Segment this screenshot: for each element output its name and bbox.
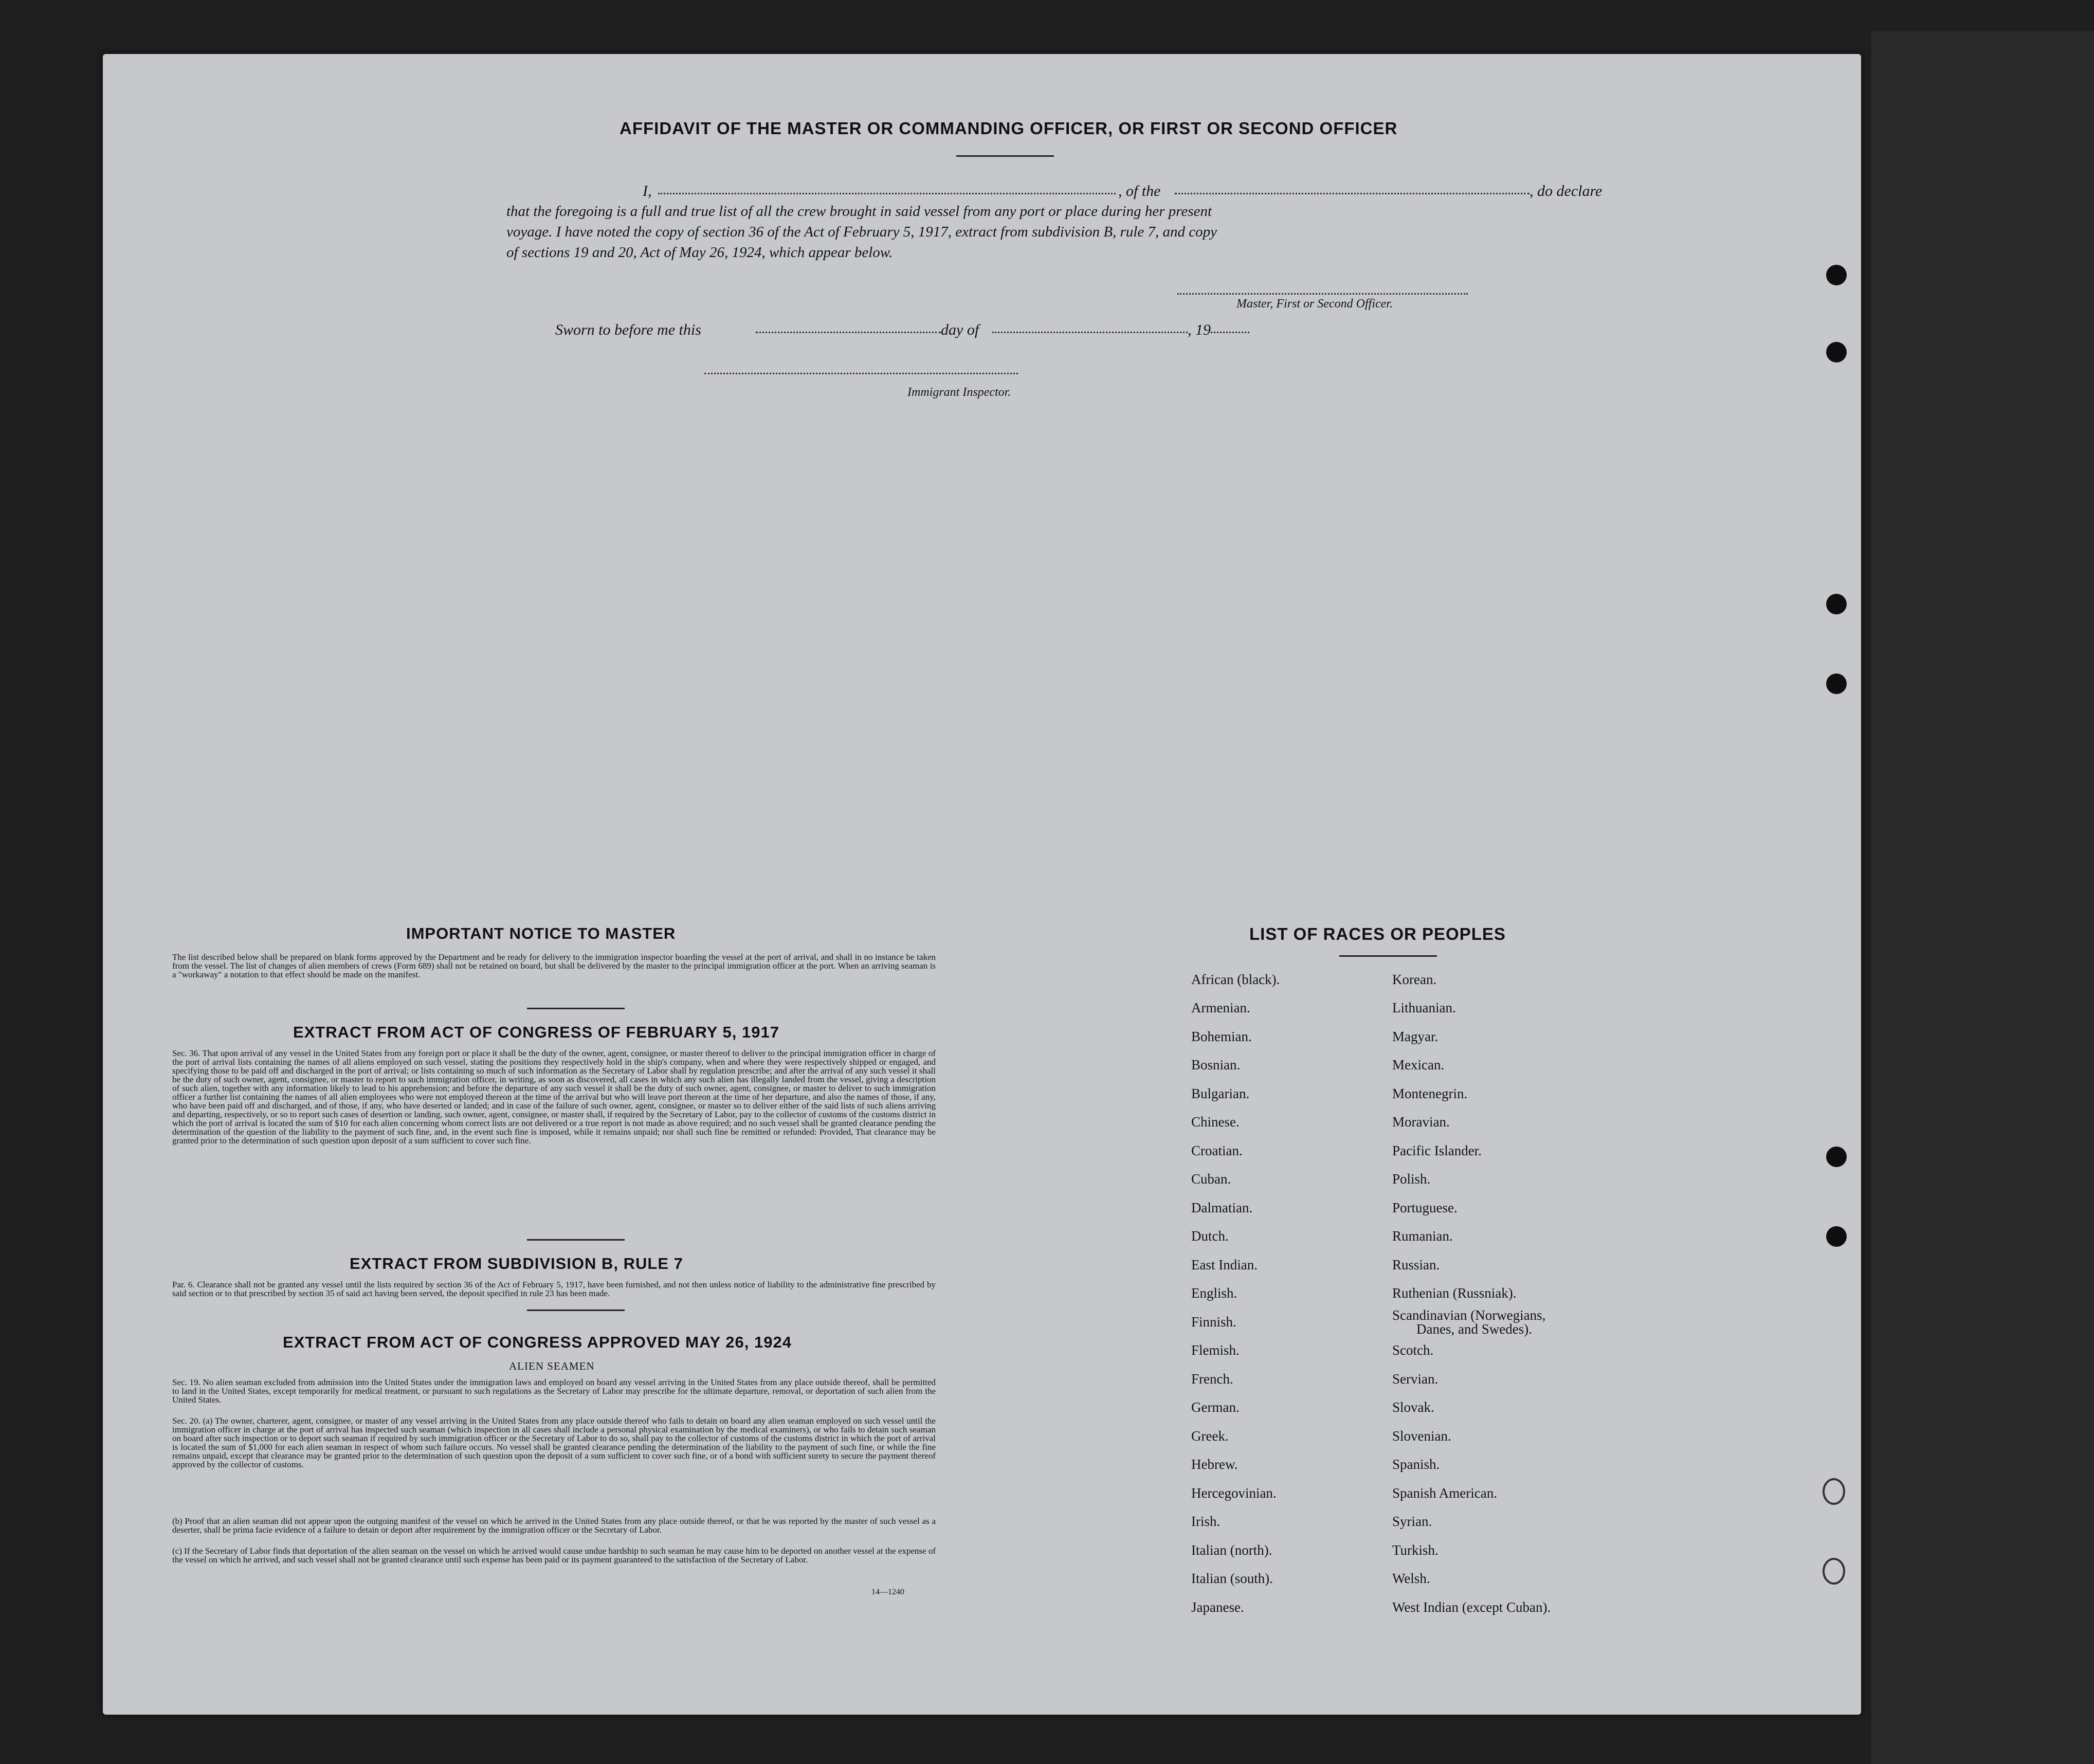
race-item: Magyar. (1392, 1029, 1439, 1044)
name-blank[interactable] (658, 193, 1116, 194)
race-item: African (black). (1191, 972, 1280, 987)
race-item: Montenegrin. (1392, 1086, 1468, 1101)
affidavit-line-2: that the foregoing is a full and true list of all the crew brought in said vessel from any port or place during her present (506, 203, 1212, 220)
race-item: Italian (north). (1191, 1542, 1272, 1558)
affidavit-declare-label: , do declare (1529, 183, 1603, 199)
extract-1917-title: EXTRACT FROM ACT OF CONGRESS OF FEBRUARY 5, 1917 (293, 1023, 779, 1041)
race-item: Spanish. (1392, 1457, 1440, 1472)
race-item: Portuguese. (1392, 1200, 1458, 1215)
race-item: Scotch. (1392, 1342, 1434, 1358)
race-item: Armenian. (1191, 1000, 1250, 1015)
race-item: Italian (south). (1191, 1571, 1273, 1586)
race-item: Spanish American. (1392, 1485, 1497, 1501)
day-of-label: day of (941, 321, 979, 338)
race-item: Bulgarian. (1191, 1086, 1250, 1101)
race-item: Bohemian. (1191, 1029, 1252, 1044)
race-item: Scandinavian (Norwegians, (1392, 1307, 1546, 1323)
section-20c-text: (c) If the Secretary of Labor finds that deportation of the alien seaman on the vessel on which he arrived would cause undue hardship to such seaman he may cause him to be deported on another vessel at the expense of the vessel on which he arrived, and such vessel shall not be granted clearance until such expense has been paid or its payment guaranteed to the satisfaction of the Secretary of Labor. (172, 1546, 936, 1565)
race-item: Chinese. (1191, 1114, 1240, 1130)
year-label: , 19 (1188, 321, 1211, 338)
race-item: Slovak. (1392, 1399, 1434, 1415)
binder-hole (1826, 342, 1847, 362)
inspector-signature-line[interactable] (704, 373, 1018, 374)
subdivision-b-text: Par. 6. Clearance shall not be granted any vessel until the lists required by section 36 of the Act of February 5, 1917, have been furnished, and not then unless notice of liability to the administrative fine prescribed by said section or to that prescribed by section 35 of said act having been served, the deposit specified in rule 23 has been made. (172, 1280, 936, 1298)
race-item: West Indian (except Cuban). (1392, 1599, 1551, 1615)
extract-1917-rule (527, 1239, 625, 1241)
binder-hole (1826, 265, 1847, 285)
race-item: Russian. (1392, 1257, 1440, 1272)
race-item: Servian. (1392, 1371, 1439, 1387)
race-item: Cuban. (1191, 1171, 1231, 1187)
section-19-text: Sec. 19. No alien seaman excluded from admission into the United States under the immigration laws and employed on board any vessel arriving in the United States from any place outside thereof, shall be permitted to land in the United States, except temporarily for medical treatment, or pursuant to such regulations as the Secretary of Labor may prescribe for the ultimate departure, removal, or deportation of such alien from the United States. (172, 1377, 936, 1405)
race-item: German. (1191, 1399, 1240, 1415)
race-item: Mexican. (1392, 1057, 1445, 1072)
master-signature-line[interactable] (1177, 293, 1468, 295)
sworn-month-blank[interactable] (992, 332, 1188, 333)
race-item: East Indian. (1191, 1257, 1258, 1272)
section-20a-text: Sec. 20. (a) The owner, charterer, agent, consignee, or master of any vessel arriving in the United States from any place outside thereof who fails to detain on board any alien seaman employed on such vessel until the immigration officer in charge at the port of arrival has inspected such seaman (which inspection in all cases shall include a personal physical examination by the medical examiners), or who fails to detain such seaman on board after such inspection or to deport such seaman if required by such immigration officer or the Secretary of Labor to do so, shall pay to the collector of customs of the customs district in which the port of arrival is located the sum of $1,000 for each alien seaman in respect of whom such failure occurs. No vessel shall be granted clearance pending the determination of the liability to the payment of such fine, or while the fine remains unpaid, except that clearance may be granted prior to the determination of such question upon the deposit of a sum sufficient to cover such fine, or of a bond with sufficient surety to secure the payment thereof approved by the collector of customs. (172, 1416, 936, 1469)
race-item: Dalmatian. (1191, 1200, 1253, 1215)
race-item: Croatian. (1191, 1143, 1243, 1158)
race-item: Korean. (1392, 972, 1437, 987)
race-item: Turkish. (1392, 1542, 1439, 1558)
subdivision-b-title: EXTRACT FROM SUBDIVISION B, RULE 7 (350, 1254, 683, 1272)
race-item: Slovenian. (1392, 1428, 1451, 1444)
race-item: Polish. (1392, 1171, 1431, 1187)
manifest-page (103, 54, 1861, 1715)
notice-title: IMPORTANT NOTICE TO MASTER (406, 924, 676, 942)
alien-seamen-subtitle: ALIEN SEAMEN (509, 1360, 595, 1372)
race-item: Ruthenian (Russniak). (1392, 1285, 1517, 1301)
affidavit-i-label: I, (643, 183, 652, 199)
race-item: French. (1191, 1371, 1233, 1387)
affidavit-title: AFFIDAVIT OF THE MASTER OR COMMANDING OFFICER, OR FIRST OR SECOND OFFICER (620, 119, 1398, 138)
extract-1917-text: Sec. 36. That upon arrival of any vessel in the United States from any foreign port or place it shall be the duty of the owner, agent, consignee, or master thereof to deliver to the principal immigration officer in charge of the port of arrival lists containing the names of all aliens employed on such vessel, stating the positions they respectively hold in the ship's company, when and where they were respectively shipped or engaged, and specifying those to be paid off and discharged in the port of arrival; or lists containing so much of such information as the Secretary of Labor shall by regulation prescribe; and after the arrival of any such vessel it shall be the duty of such owner, agent, consignee, or master to report to such immigration officer, in writing, as soon as discovered, all cases in which any such alien has illegally landed from the vessel, giving a description of such alien, together with any information likely to lead to his apprehension; and before the departure of any such vessel it shall be the duty of such owner, agent, consignee, or master to deliver to such immigration officer a further list containing the names of all alien employees who were not employed thereon at the time of the arrival but who will leave port thereon at the time of her departure, and also the names of those, if any, who have been paid off and discharged, and of those, if any, who have deserted or landed; and in case of the failure of such owner, agent, consignee, or master so to deliver either of the said lists of such aliens arriving and departing, respectively, or so to report such cases of desertion or landing, such owner, agent, consignee, or master shall, if required by the Secretary of Labor, pay to the collector of customs of the customs district in which the port of arrival is located the sum of $10 for each alien concerning whom correct lists are not delivered or a true report is not made as above required; and no such vessel shall be granted clearance pending the determination of the question of the liability to the payment of such fine, and, in the event such fine is imposed, while it remains unpaid; nor shall such fine be remitted or refunded: Provided, That clearance may be granted prior to the determination of such question upon deposit of a sum sufficient to cover such fine. (172, 1048, 936, 1145)
sworn-year-blank[interactable] (1211, 332, 1249, 333)
notice-text: The list described below shall be prepared on blank forms approved by the Department and be ready for delivery to the immigration inspector boarding the vessel at the port of arrival, and shall in no instance be taken from the vessel. The list of changes of alien members of crews (Form 689) shall not be retained on board, but shall be delivered by the master to the principal immigration officer at the port. When an arriving seaman is a "workaway" a notation to that effect should be made on the manifest. (172, 952, 936, 979)
binder-hole (1826, 1147, 1847, 1167)
race-item: Welsh. (1392, 1571, 1430, 1586)
races-title: LIST OF RACES OR PEOPLES (1249, 924, 1506, 943)
title-rule (956, 155, 1054, 157)
binder-ring (1823, 1558, 1845, 1585)
race-item: Irish. (1191, 1514, 1221, 1529)
race-item: Rumanian. (1392, 1228, 1453, 1244)
form-number: 14—1240 (871, 1588, 904, 1596)
race-item: Lithuanian. (1392, 1000, 1456, 1015)
vessel-blank[interactable] (1175, 193, 1529, 194)
affidavit-of-label: , of the (1118, 183, 1161, 199)
affidavit-line-4: of sections 19 and 20, Act of May 26, 1924, which appear below. (506, 244, 893, 261)
extract-1924-title: EXTRACT FROM ACT OF CONGRESS APPROVED MAY 26, 1924 (283, 1333, 792, 1351)
sworn-date-blank[interactable] (756, 332, 941, 333)
race-item: Finnish. (1191, 1314, 1236, 1330)
binder-ring (1823, 1478, 1845, 1505)
scanner-background (1871, 31, 2094, 1764)
race-item: Dutch. (1191, 1228, 1229, 1244)
races-rule (1339, 955, 1437, 957)
binder-hole (1826, 674, 1847, 694)
notice-rule (527, 1008, 625, 1009)
sworn-label: Sworn to before me this (555, 321, 701, 338)
section-20b-text: (b) Proof that an alien seaman did not appear upon the outgoing manifest of the vessel on which he arrived in the United States from any place outside thereof, or that he was reported by the master of such vessel as a deserter, shall be prima facie evidence of a failure to detain or deport after requirement by the immigration officer or the Secretary of Labor. (172, 1516, 936, 1535)
race-item: Moravian. (1392, 1114, 1450, 1130)
race-item: Flemish. (1191, 1342, 1240, 1358)
race-item: Japanese. (1191, 1599, 1244, 1615)
race-item: Greek. (1191, 1428, 1229, 1444)
race-item: Danes, and Swedes). (1416, 1321, 1532, 1337)
inspector-label: Immigrant Inspector. (907, 386, 1011, 399)
subdivision-b-rule (527, 1310, 625, 1311)
binder-hole (1826, 1226, 1847, 1247)
race-item: Hebrew. (1191, 1457, 1238, 1472)
race-item: Syrian. (1392, 1514, 1432, 1529)
race-item: English. (1191, 1285, 1237, 1301)
master-signature-label: Master, First or Second Officer. (1236, 297, 1393, 311)
race-item: Hercegovinian. (1191, 1485, 1277, 1501)
race-item: Bosnian. (1191, 1057, 1241, 1072)
affidavit-line-3: voyage. I have noted the copy of section 36 of the Act of February 5, 1917, extract from subdivision B, rule 7, and copy (506, 224, 1217, 240)
race-item: Pacific Islander. (1392, 1143, 1482, 1158)
binder-hole (1826, 594, 1847, 614)
